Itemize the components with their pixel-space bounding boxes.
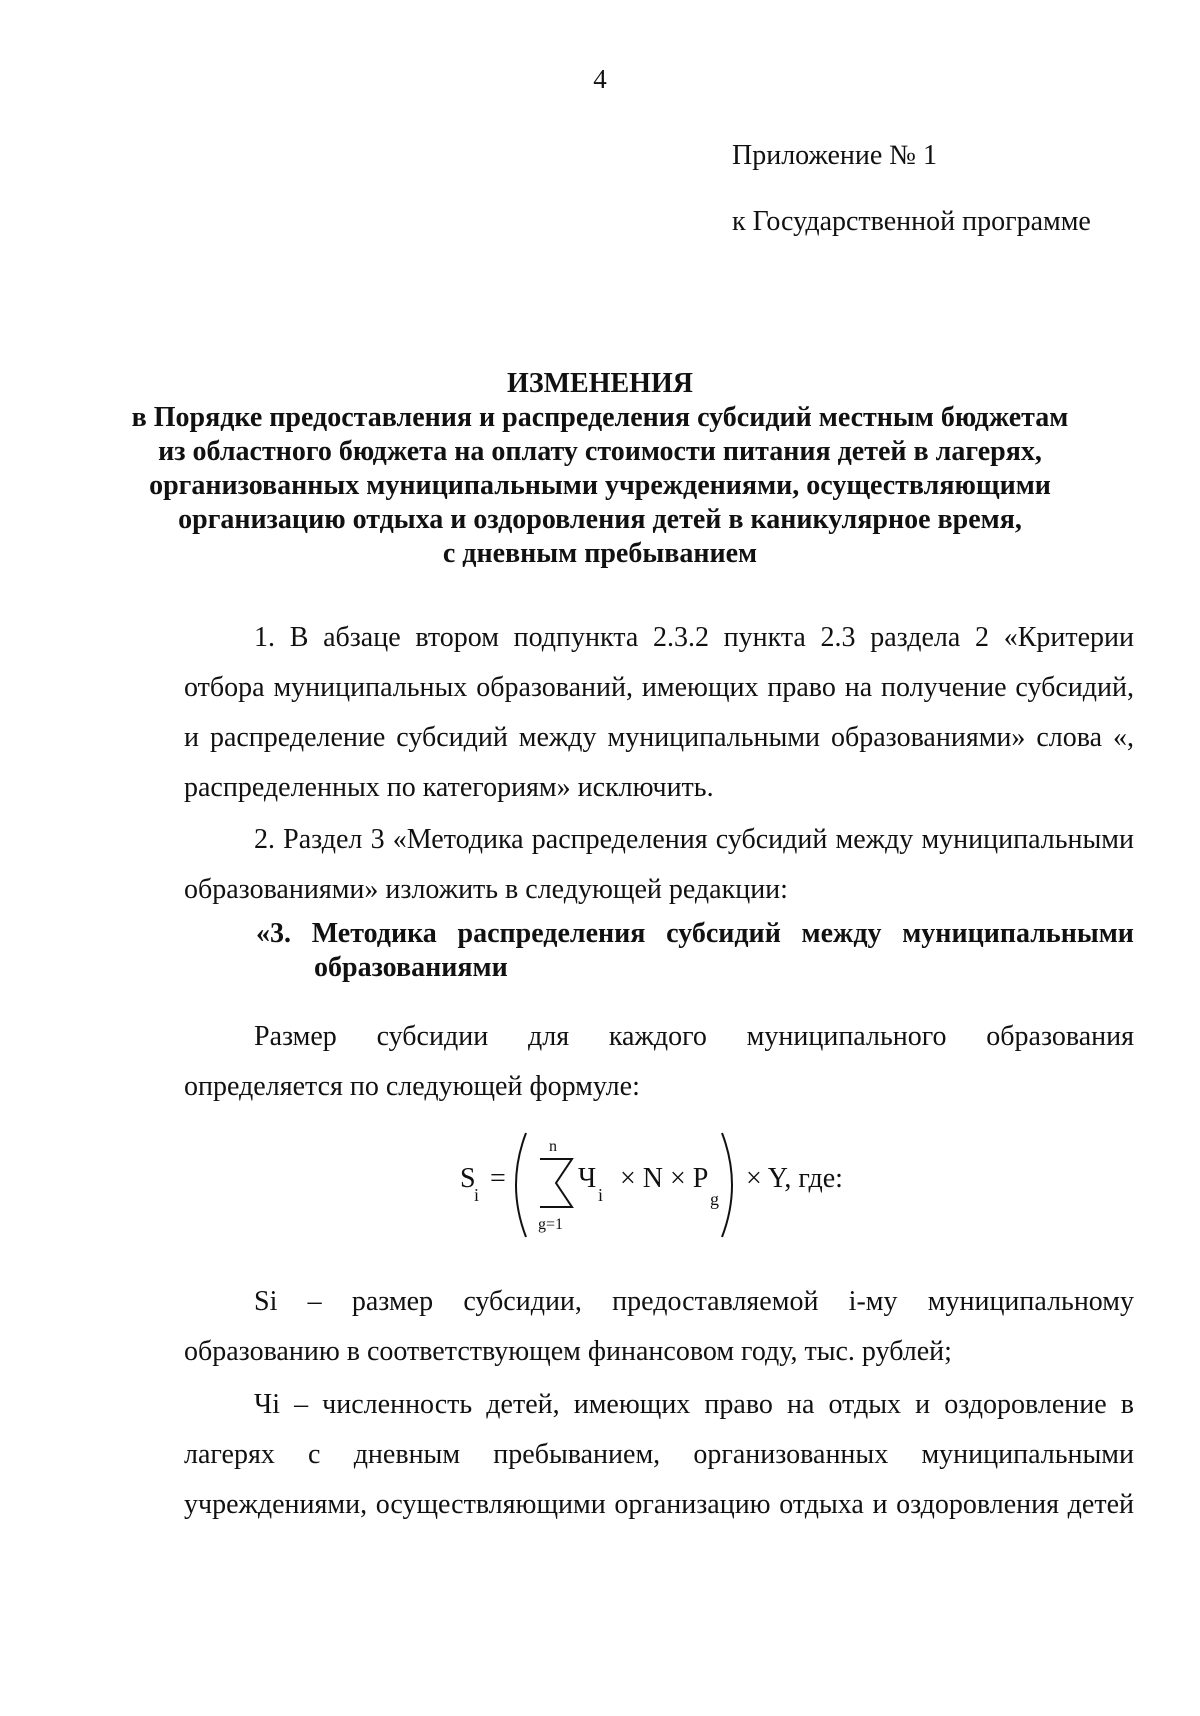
paragraph-3: Размер субсидии для каждого муниципального образования определяется по следующей формуле: (184, 1021, 1134, 1102)
title-line: организованных муниципальными учреждениями, осуществляющими (149, 470, 1051, 501)
section-heading-line-2: образованиями (314, 952, 508, 983)
section-heading-word: муниципальными (902, 918, 1134, 949)
page-number: 4 (593, 64, 607, 94)
formula-term-children-sub: i (598, 1185, 604, 1205)
section-heading-line-1 (256, 917, 1134, 951)
title-line: в Порядке предоставления и распределения субсидий местным бюджетам (131, 402, 1069, 433)
title-heading: ИЗМЕНЕНИЯ (507, 368, 693, 399)
title-line: с дневным пребыванием (442, 538, 758, 569)
section-heading (256, 917, 1134, 985)
sum-upper-limit: n (549, 1138, 557, 1155)
paragraph-si-definition: Si – размер субсидии, предоставляемой i-му муниципальному образованию в соответствующем финансовом году, тыс. рублей; (184, 1286, 1134, 1367)
formula-equals: = (490, 1163, 506, 1194)
appendix-reference: к Государственной программе (732, 206, 1091, 237)
sum-icon (540, 1159, 572, 1207)
section-heading-word: Методика (311, 918, 437, 949)
subsidy-formula (460, 1125, 880, 1245)
section-heading-word: субсидий (666, 918, 781, 949)
formula-lhs: S (460, 1163, 476, 1194)
section-heading-word: «3. (256, 918, 291, 949)
left-paren (516, 1133, 526, 1237)
document-title (0, 367, 1200, 571)
section-heading-word: между (801, 918, 882, 949)
formula-term-children: Ч (578, 1163, 597, 1194)
sum-lower-limit: g=1 (538, 1216, 564, 1233)
title-line: организацию отдыха и оздоровления детей в каникулярное время, (178, 504, 1022, 535)
formula-p-sub: g (710, 1189, 719, 1209)
formula-tail: × Y, где: (746, 1163, 843, 1194)
section-heading-word: распределения (457, 918, 646, 949)
formula-lhs-sub: i (474, 1185, 480, 1205)
title-line: из областного бюджета на оплату стоимости питания детей в лагерях, (158, 436, 1042, 467)
paragraph-chi-definition: Чi – численность детей, имеющих право на отдых и оздоровление в лагерях с дневным пребыванием, организованных муниципальными учреждениями, осуществляющими организацию отдыха и оздоровления детей (184, 1389, 1134, 1520)
right-paren (722, 1133, 732, 1237)
appendix-number: Приложение № 1 (732, 140, 937, 171)
paragraph-2: 2. Раздел 3 «Методика распределения субсидий между муниципальными образованиями» изложить в следующей редакции: (184, 824, 1134, 905)
formula-multipliers: × N × P (620, 1163, 709, 1194)
paragraph-1: 1. В абзаце втором подпункта 2.3.2 пункта 2.3 раздела 2 «Критерии отбора муниципальных образований, имеющих право на получение субсидий, и распределение субсидий между муниципальными образованиями» слова «, распределенных по категориям» исключить. (184, 622, 1134, 803)
